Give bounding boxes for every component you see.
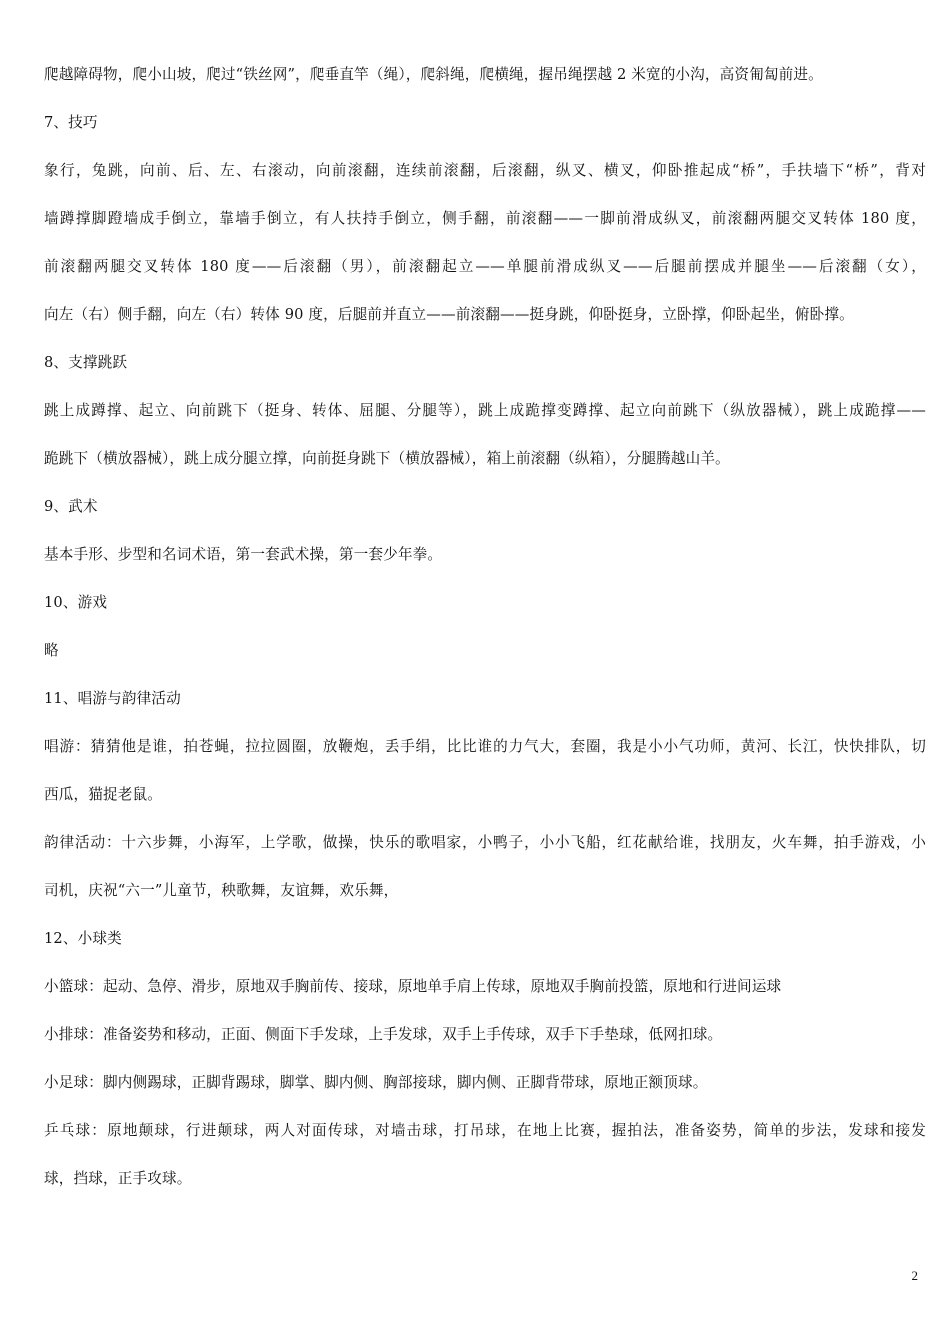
- paragraph-line: 象行，兔跳，向前、后、左、右滚动，向前滚翻，连续前滚翻，后滚翻，纵叉、横叉，仰卧推起成“桥”，手扶墙下“桥”，背对: [44, 162, 926, 179]
- paragraph-line: 西瓜，猫捉老鼠。: [44, 786, 162, 803]
- page-number: 2: [911, 1268, 918, 1283]
- section-heading-vault: 8、支撑跳跃: [44, 354, 128, 371]
- paragraph-line: 球，挡球，正手攻球。: [44, 1170, 192, 1187]
- section-heading-games: 10、游戏: [44, 594, 108, 611]
- paragraph-line: 向左（右）侧手翻，向左（右）转体 90 度，后腿前并直立——前滚翻——挺身跳，仰卧挺身，立卧撑，仰卧起坐，俯卧撑。: [44, 306, 854, 323]
- paragraph-rhythm-activities: [44, 830, 926, 904]
- paragraph-line: 跳上成蹲撑、起立、向前跳下（挺身、转体、屈腿、分腿等），跳上成跪撑变蹲撑、起立向前跳下（纵放器械），跳上成跪撑——: [44, 402, 926, 419]
- paragraph-line: 乒乓球：原地颠球，行进颠球，两人对面传球，对墙击球，打吊球，在地上比赛，握拍法，准备姿势，简单的步法，发球和接发: [44, 1122, 926, 1139]
- section-heading-skills: 7、技巧: [44, 114, 98, 131]
- section-heading-small-balls: 12、小球类: [44, 930, 122, 947]
- paragraph-football: 小足球：脚内侧踢球，正脚背踢球，脚掌、脚内侧、胸部接球，脚内侧、正脚背带球，原地正额顶球。: [44, 1074, 708, 1091]
- paragraph-wushu: 基本手形、步型和名词术语，第一套武术操，第一套少年拳。: [44, 546, 443, 563]
- paragraph-line: 司机，庆祝“六一”儿童节，秧歌舞，友谊舞，欢乐舞，: [44, 882, 399, 899]
- paragraph-volleyball: 小排球：准备姿势和移动，正面、侧面下手发球，上手发球，双手上手传球，双手下手垫球，低网扣球。: [44, 1026, 723, 1043]
- paragraph-climbing: 爬越障碍物，爬小山坡，爬过“铁丝网”，爬垂直竿（绳），爬斜绳，爬横绳，握吊绳摆越 2 米宽的小沟，高资匍匐前进。: [44, 66, 823, 83]
- paragraph-skills: [44, 158, 926, 328]
- paragraph-games: 略: [44, 642, 59, 659]
- document-body: [44, 62, 926, 1192]
- paragraph-table-tennis: [44, 1118, 926, 1192]
- paragraph-singing-games: [44, 734, 926, 808]
- section-heading-singing-rhythm: 11、唱游与韵律活动: [44, 690, 181, 707]
- section-heading-wushu: 9、武术: [44, 498, 98, 515]
- paragraph-line: 墙蹲撑脚蹬墙成手倒立，靠墙手倒立，有人扶持手倒立，侧手翻，前滚翻——一脚前滑成纵叉，前滚翻两腿交叉转体 180 度，: [44, 210, 926, 227]
- paragraph-line: 跪跳下（横放器械），跳上成分腿立撑，向前挺身跳下（横放器械），箱上前滚翻（纵箱），分腿腾越山羊。: [44, 450, 730, 467]
- paragraph-line: 前滚翻两腿交叉转体 180 度——后滚翻（男），前滚翻起立——单腿前滑成纵叉——后腿前摆成并腿坐——后滚翻（女），: [44, 258, 926, 275]
- paragraph-basketball: 小篮球：起动、急停、滑步，原地双手胸前传、接球，原地单手肩上传球，原地双手胸前投篮，原地和行进间运球: [44, 978, 782, 995]
- paragraph-vault: [44, 398, 926, 472]
- paragraph-line: 韵律活动：十六步舞，小海军，上学歌，做操，快乐的歌唱家，小鸭子，小小飞船，红花献给谁，找朋友，火车舞，拍手游戏，小: [44, 834, 926, 851]
- paragraph-line: 唱游：猜猜他是谁，拍苍蝇，拉拉圆圈，放鞭炮，丢手绢，比比谁的力气大，套圈，我是小小气功师，黄河、长江，快快排队，切: [44, 738, 926, 755]
